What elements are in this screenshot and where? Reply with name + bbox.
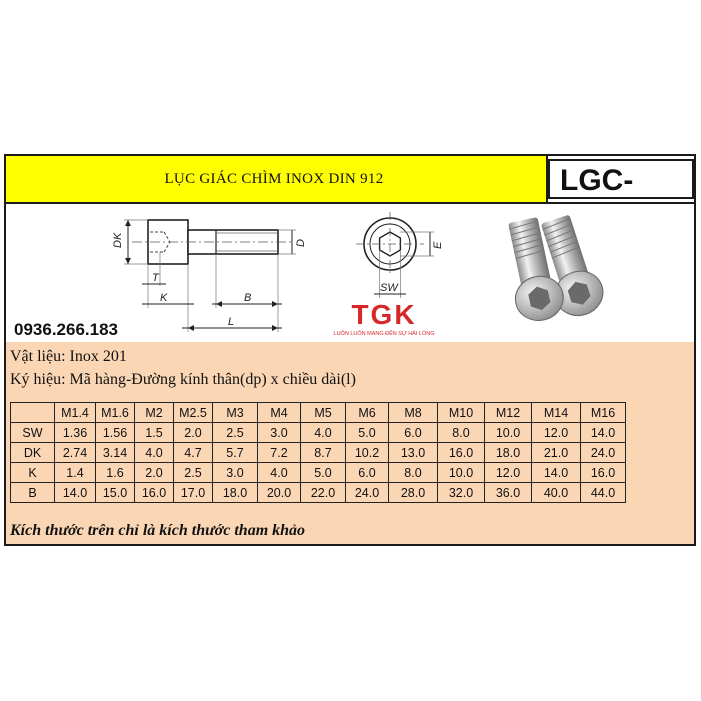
table-cell: 5.7 [213,443,258,463]
logo-slogan: LUÔN LUÔN MANG ĐẾN SỰ HÀI LÒNG [333,331,435,337]
table-cell: 2.74 [55,443,96,463]
table-cell: 6.0 [389,423,438,443]
table-cell: 5.0 [301,463,346,483]
dk-label: DK [112,232,124,248]
table-cell: 24.0 [346,483,389,503]
column-header: M6 [346,403,389,423]
table-row [11,483,626,503]
column-header: M1.4 [55,403,96,423]
table-cell: 3.0 [258,423,301,443]
table-cell: 2.0 [135,463,174,483]
table-row [11,443,626,463]
table-cell: 28.0 [389,483,438,503]
table-cell: 14.0 [581,423,626,443]
spec-table [10,402,626,503]
table-cell: 3.14 [96,443,135,463]
column-header: M12 [485,403,532,423]
table-cell: 18.0 [485,443,532,463]
table-cell: 4.0 [135,443,174,463]
table-cell: 10.0 [485,423,532,443]
table-cell: 14.0 [532,463,581,483]
table-cell: 2.5 [213,423,258,443]
column-header: M2 [135,403,174,423]
corner-cell [11,403,55,423]
table-cell: 1.4 [55,463,96,483]
e-label: E [432,241,444,249]
table-cell: 8.0 [438,423,485,443]
table-row [11,463,626,483]
material-line: Vật liệu: Inox 201 [10,348,127,365]
table-cell: 1.36 [55,423,96,443]
table-cell: 13.0 [389,443,438,463]
image-area [6,204,694,342]
table-cell: 1.5 [135,423,174,443]
spec-header-row [11,403,626,423]
row-header: DK [11,443,55,463]
row-header: SW [11,423,55,443]
screw-front-view-drawing [346,208,456,308]
table-cell: 4.7 [174,443,213,463]
table-cell: 10.2 [346,443,389,463]
table-cell: 14.0 [55,483,96,503]
table-cell: 2.5 [174,463,213,483]
table-row [11,423,626,443]
column-header: M1.6 [96,403,135,423]
table-cell: 4.0 [258,463,301,483]
table-cell: 2.0 [174,423,213,443]
table-cell: 36.0 [485,483,532,503]
column-header: M16 [581,403,626,423]
l-label: L [228,316,235,328]
table-cell: 16.0 [581,463,626,483]
table-cell: 8.7 [301,443,346,463]
product-title: LỤC GIÁC CHÌM INOX DIN 912 [164,170,384,187]
phone-number: 0936.266.183 [14,320,118,339]
table-cell: 20.0 [258,483,301,503]
column-header: M14 [532,403,581,423]
b-label: B [244,292,252,304]
column-header: M2.5 [174,403,213,423]
table-cell: 10.0 [438,463,485,483]
table-cell: 1.6 [96,463,135,483]
header-bar [6,156,694,204]
t-label: T [152,272,159,284]
product-code-box [546,156,694,202]
table-cell: 16.0 [438,443,485,463]
table-cell: 12.0 [532,423,581,443]
row-header: K [11,463,55,483]
table-cell: 5.0 [346,423,389,443]
table-cell: 18.0 [213,483,258,503]
table-cell: 3.0 [213,463,258,483]
column-header: M3 [213,403,258,423]
logo-text: TGK [351,299,417,330]
product-code: LGC- [548,159,694,199]
table-cell: 17.0 [174,483,213,503]
row-header: B [11,483,55,503]
table-cell: 21.0 [532,443,581,463]
column-header: M8 [389,403,438,423]
column-header: M5 [301,403,346,423]
table-cell: 16.0 [135,483,174,503]
table-cell: 24.0 [581,443,626,463]
table-cell: 8.0 [389,463,438,483]
table-cell: 6.0 [346,463,389,483]
product-card [4,154,696,546]
table-cell: 32.0 [438,483,485,503]
spec-table-wrap [10,402,626,503]
table-cell: 44.0 [581,483,626,503]
reference-note: Kích thước trên chỉ là kích thước tham khảo [10,522,306,539]
k-label: K [160,292,168,304]
table-cell: 22.0 [301,483,346,503]
column-header: M10 [438,403,485,423]
table-cell: 4.0 [301,423,346,443]
symbol-line: Ký hiệu: Mã hàng-Đường kính thân(dp) x chiều dài(l) [10,371,356,388]
table-cell: 15.0 [96,483,135,503]
d-label: D [295,239,307,247]
sw-label: SW [380,282,398,294]
table-cell: 1.56 [96,423,135,443]
tgk-logo [318,300,450,340]
table-cell: 7.2 [258,443,301,463]
column-header: M4 [258,403,301,423]
table-cell: 40.0 [532,483,581,503]
screw-product-photo [498,208,618,338]
table-cell: 12.0 [485,463,532,483]
